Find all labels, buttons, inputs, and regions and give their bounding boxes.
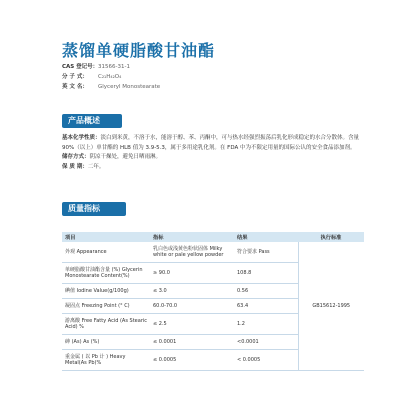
cell-result: < 0.0005 — [234, 350, 298, 371]
info-formula — [62, 72, 160, 82]
cell-spec: ≤ 2.5 — [150, 314, 234, 335]
cell-result: 63.4 — [234, 299, 298, 314]
overview-text — [62, 134, 364, 172]
shelf-life-text: 二年。 — [87, 163, 105, 170]
info-label: 英 文 名： — [62, 84, 88, 90]
storage-text: 阴凉干燥处，避免日晒雨淋。 — [89, 154, 162, 161]
column-header-result: 结果 — [234, 232, 298, 242]
cell-spec: ≤ 3.0 — [150, 284, 234, 299]
cell-result: 符合要求 Pass — [234, 242, 298, 263]
shelf-life — [62, 163, 364, 173]
info-value: C₂₁H₄₂O₄ — [98, 74, 122, 80]
cell-item: 砷 (As) As (%) — [62, 335, 150, 350]
cell-spec: ≤ 0.0005 — [150, 350, 234, 371]
column-header-item: 项目 — [62, 232, 150, 242]
basic-properties — [62, 134, 364, 153]
cell-result: 108.8 — [234, 263, 298, 284]
cell-standard: GB15612-1995 — [298, 242, 364, 371]
storage — [62, 153, 364, 163]
info-cas — [62, 62, 160, 72]
cell-item: 重金属 ( 以 Pb 计 ) Heavy Metal(As Pb)% — [62, 350, 150, 371]
info-value: Glyceryl Monostearate — [98, 84, 161, 90]
page-title: 蒸馏单硬脂酸甘油酯 — [62, 41, 216, 60]
info-label: CAS 登记号： — [62, 64, 99, 70]
info-english-name — [62, 82, 160, 92]
cell-item: 外观 Appearance — [62, 242, 150, 263]
column-header-spec: 指标 — [150, 232, 234, 242]
cell-result: 0.56 — [234, 284, 298, 299]
cell-item: 单硬脂酸甘油酯含量 (%) Glycerin Monostearate Content(%) — [62, 263, 150, 284]
cell-spec: 乳白色或浅黄色粉状固体 Milky white or pale yellow powder — [150, 242, 234, 263]
product-info — [62, 62, 160, 92]
table-header-row — [62, 232, 364, 242]
table-row — [62, 242, 364, 263]
cell-result: 1.2 — [234, 314, 298, 335]
shelf-life-label: 保 质 期： — [62, 163, 88, 170]
section-heading-overview: 产品概述 — [62, 114, 122, 128]
storage-label: 储存方式： — [62, 154, 90, 161]
column-header-standard: 执行标准 — [298, 232, 364, 242]
cell-result: <0.0001 — [234, 335, 298, 350]
cell-item: 碘值 Iodine Value(g/100g) — [62, 284, 150, 299]
info-label: 分 子 式： — [62, 74, 88, 80]
basic-properties-text: 淡白到米黄，不溶于水，能溶于醇、苯、丙酮中，可与热水经强烈振荡后乳化形成稳定的水合分散体。含量 90%（以上）单甘酯的 HLB 值为 3.9-5.3，属于多用途乳化剂。在 FDA 中为不限定用量的国际公认的安全食品添加剂。 — [62, 135, 360, 151]
cell-item: 凝固点 Freezing Point (° C) — [62, 299, 150, 314]
section-heading-quality: 质量指标 — [62, 202, 126, 216]
basic-properties-label: 基本化学性质： — [62, 135, 101, 141]
cell-spec: ≤ 0.0001 — [150, 335, 234, 350]
cell-spec: 60.0-70.0 — [150, 299, 234, 314]
cell-item: 游离酸 Free Fatty Acid (As Stearic Acid) % — [62, 314, 150, 335]
info-value: 31566-31-1 — [98, 64, 130, 70]
quality-table — [62, 232, 364, 371]
cell-spec: ≥ 90.0 — [150, 263, 234, 284]
